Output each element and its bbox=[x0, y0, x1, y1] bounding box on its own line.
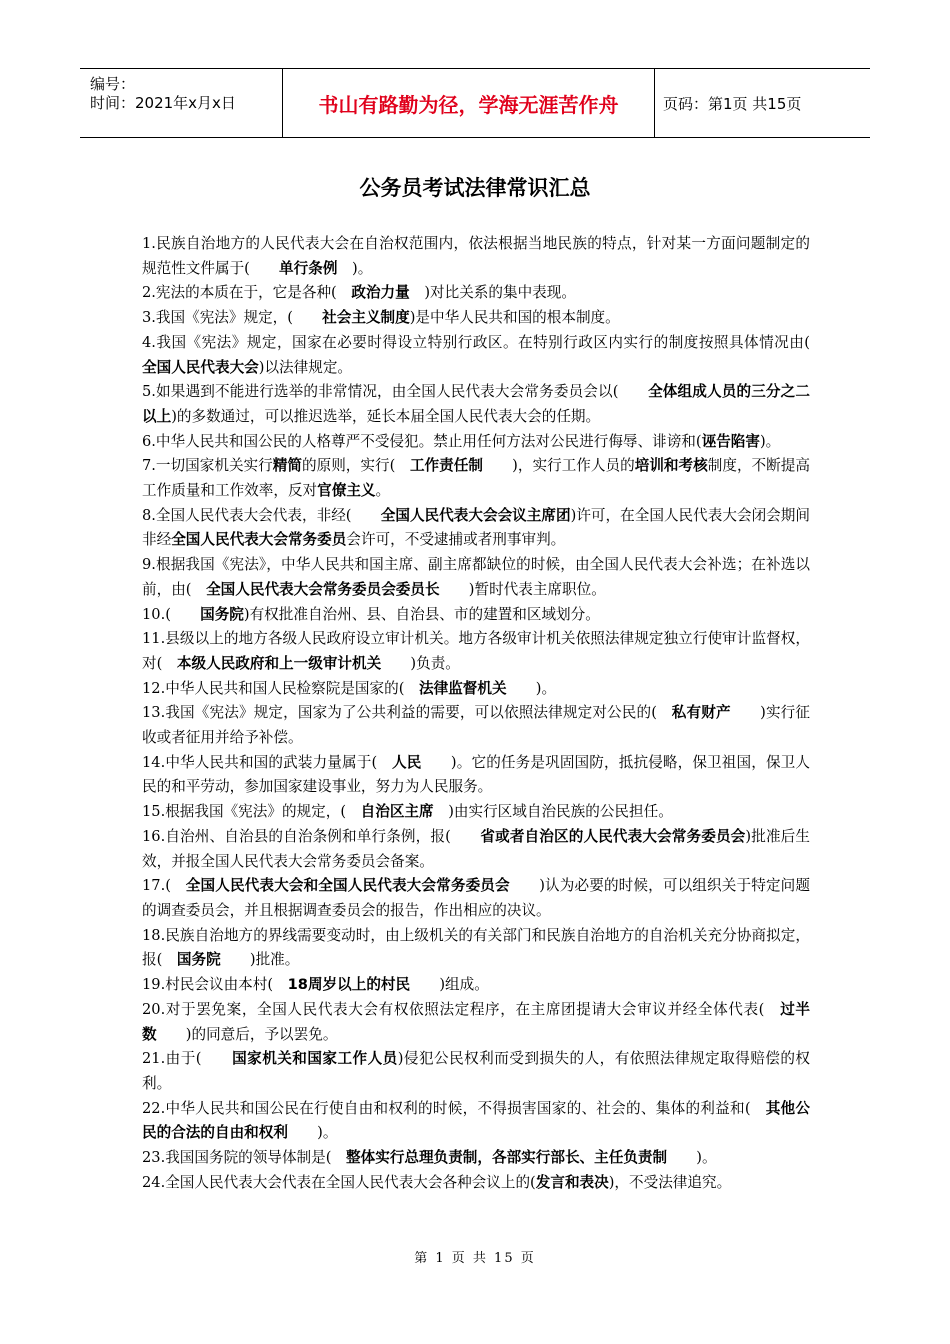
question-text: 8.全国人民代表大会代表，非经( bbox=[142, 506, 381, 524]
question-text: 5.如果遇到不能进行选举的非常情况，由全国人民代表大会常务委员会以( bbox=[142, 383, 649, 401]
header-info-cell bbox=[80, 69, 283, 137]
question-item bbox=[142, 924, 810, 973]
answer-text: 过半数 bbox=[142, 1000, 810, 1043]
question-text: )由实行区域自治民族的公民担任。 bbox=[433, 803, 673, 821]
question-text: )实行征收或者征用并给予补偿。 bbox=[142, 704, 810, 747]
question-item bbox=[142, 874, 810, 923]
question-text: )组成。 bbox=[410, 976, 489, 994]
question-text: )。 bbox=[337, 259, 373, 277]
question-item bbox=[142, 454, 810, 503]
answer-text: 官僚主义 bbox=[317, 482, 376, 500]
answer-text: 18周岁以上的村民 bbox=[287, 976, 411, 994]
question-text: )负责。 bbox=[381, 654, 460, 672]
question-text: )批准。 bbox=[220, 951, 300, 969]
question-text: 16.自治州、自治县的自治条例和单行条例，报( bbox=[142, 827, 481, 845]
number-label: 编号： bbox=[90, 75, 136, 93]
answer-text: 全国人民代表大会和全国人民代表大会常务委员会 bbox=[185, 877, 510, 895]
page-footer: 第 1 页 共 15 页 bbox=[414, 1251, 536, 1266]
answer-text: 精简 bbox=[272, 457, 302, 475]
question-text: 17.( bbox=[142, 877, 186, 895]
question-text: )暂时代表主席职位。 bbox=[439, 580, 606, 598]
answer-text: 发言和表决 bbox=[535, 1173, 609, 1191]
answer-text: 全国人民代表大会常务委员 bbox=[171, 531, 347, 549]
answer-text: 国务院 bbox=[176, 951, 221, 969]
question-text: 1.民族自治地方的人民代表大会在自治权范围内，依法根据当地民族的特点，针对某一方面问题制定的规范性文件属于( bbox=[142, 235, 810, 277]
question-text: 10.( bbox=[142, 605, 201, 623]
question-item bbox=[142, 751, 810, 800]
question-item bbox=[142, 825, 810, 874]
question-item bbox=[142, 306, 810, 331]
question-item bbox=[142, 973, 810, 998]
answer-text: 国家机关和国家工作人员 bbox=[232, 1050, 398, 1068]
answer-text: 单行条例 bbox=[279, 259, 338, 277]
question-text: 20.对于罢免案，全国人民代表大会有权依照法定程序，在主席团提请大会审议并经全体代表( bbox=[142, 1000, 781, 1018]
answer-text: 政治力量 bbox=[351, 284, 410, 302]
answer-text: 工作责任制 bbox=[409, 457, 483, 475]
question-item bbox=[142, 627, 810, 676]
question-text: )对比关系的集中表现。 bbox=[409, 284, 576, 302]
answer-text: 培训和考核 bbox=[634, 457, 708, 475]
question-text: 13.我国《宪法》规定，国家为了公共利益的需要，可以依照法律规定对公民的( bbox=[142, 704, 672, 722]
question-text: )。它的任务是巩固国防，抵抗侵略，保卫祖国，保卫人民的和平劳动，参加国家建设事业，努力为人民服务。 bbox=[142, 753, 810, 796]
question-text: 9.根据我国《宪法》，中华人民共和国主席、副主席都缺位的时候，由全国人民代表大会补选；在补选以前，由( bbox=[142, 556, 810, 598]
question-text: 制度，不断提高工作质量和工作效率，反对 bbox=[142, 457, 810, 500]
question-text: )有权批准自治州、县、自治县、市的建置和区域划分。 bbox=[243, 605, 600, 623]
question-item bbox=[142, 380, 810, 429]
question-text: )以法律规定。 bbox=[258, 358, 353, 376]
question-text: )的同意后，予以罢免。 bbox=[156, 1025, 338, 1043]
question-text: 14.中华人民共和国的武装力量属于( bbox=[142, 753, 393, 771]
question-text: 会许可，不受逮捕或者刑事审判。 bbox=[346, 531, 566, 549]
question-text: 19.村民会议由本村( bbox=[142, 976, 288, 994]
question-text: 23.我国国务院的领导体制是( bbox=[142, 1149, 347, 1167]
question-item bbox=[142, 1047, 810, 1096]
question-text: )，实行工作人员的 bbox=[482, 457, 635, 475]
question-text: 18.民族自治地方的界线需要变动时，由上级机关的有关部门和民族自治地方的自治机关充分协商拟定，报( bbox=[142, 926, 810, 969]
answer-text: 国务院 bbox=[200, 605, 244, 623]
question-text: 4.我国《宪法》规定，国家在必要时得设立特别行政区。在特别行政区内实行的制度按照具体情况由( bbox=[142, 333, 840, 351]
answer-text: 全国人民代表大会常务委员会委员长 bbox=[206, 580, 440, 598]
question-item bbox=[142, 331, 840, 380]
question-text: 15.根据我国《宪法》的规定，( bbox=[142, 803, 361, 821]
question-text: 6.中华人民共和国公民的人格尊严不受侵犯。禁止用任何方法对公民进行侮辱、诽谤和( bbox=[142, 432, 702, 450]
question-text: 。 bbox=[375, 482, 391, 500]
question-text: )侵犯公民权利而受到损失的人，有依照法律规定取得赔偿的权利。 bbox=[142, 1050, 811, 1092]
answer-text: 整体实行总理负责制，各部实行部长、主任负责制 bbox=[346, 1149, 668, 1167]
question-item bbox=[142, 553, 810, 602]
answer-text: 人民 bbox=[392, 753, 422, 771]
question-text: 12.中华人民共和国人民检察院是国家的( bbox=[142, 679, 419, 697]
question-text: )。 bbox=[287, 1124, 338, 1142]
question-item bbox=[142, 232, 810, 281]
question-text: )是中华人民共和国的根本制度。 bbox=[409, 309, 620, 327]
motto: 书山有路勤为径，学海无涯苦作舟 bbox=[283, 69, 655, 137]
answer-text: 全国人民代表大会 bbox=[142, 358, 259, 376]
question-text: 22.中华人民共和国公民在行使自由和权利的时候，不得损害国家的、社会的、集体的利益和( bbox=[142, 1099, 766, 1117]
question-item bbox=[142, 800, 810, 825]
answer-text: 私有财产 bbox=[671, 704, 731, 722]
answer-text: 全体组成人员的三分之二以上 bbox=[142, 383, 810, 425]
answer-text: 诬告陷害 bbox=[701, 432, 760, 450]
question-text: 11.县级以上的地方各级人民政府设立审计机关。地方各级审计机关依照法律规定独立行使审计监督权，对( bbox=[142, 630, 810, 672]
page-info: 页码：第1页 共15页 bbox=[663, 94, 802, 113]
page-title: 公务员考试法律常识汇总 bbox=[359, 176, 591, 200]
question-text: 3.我国《宪法》规定，( bbox=[142, 309, 323, 327]
question-item bbox=[142, 1146, 810, 1171]
question-item bbox=[142, 677, 810, 702]
question-text: 7.一切国家机关实行 bbox=[142, 457, 273, 475]
question-text: 21.由于( bbox=[142, 1050, 233, 1068]
question-text: 的原则，实行( bbox=[302, 457, 410, 475]
answer-text: 本级人民政府和上一级审计机关 bbox=[176, 654, 382, 672]
question-text: )。 bbox=[667, 1149, 717, 1167]
header-table bbox=[80, 68, 870, 138]
question-text: )的多数通过，可以推迟选举，延长本届全国人民代表大会的任期。 bbox=[171, 407, 601, 425]
question-text: )认为必要的时候，可以组织关于特定问题的调查委员会，并且根据调查委员会的报告，作出相应的决议。 bbox=[142, 877, 810, 919]
question-item bbox=[142, 504, 810, 553]
answer-text: 省或者自治区的人民代表大会常务委员会 bbox=[480, 827, 746, 845]
question-item bbox=[142, 281, 810, 306]
answer-text: 法律监督机关 bbox=[419, 679, 507, 697]
question-text: )。 bbox=[506, 679, 557, 697]
question-text: )，不受法律追究。 bbox=[608, 1173, 732, 1191]
answer-text: 其他公民的合法的自由和权利 bbox=[142, 1099, 810, 1142]
question-text: )批准后生效，并报全国人民代表大会常务委员会备案。 bbox=[142, 827, 810, 870]
question-item bbox=[142, 701, 810, 750]
answer-text: 全国人民代表大会会议主席团 bbox=[380, 506, 571, 524]
question-text: 24.全国人民代表大会代表在全国人民代表大会各种会议上的( bbox=[142, 1173, 536, 1191]
time-label: 时间：2021年x月x日 bbox=[90, 94, 236, 112]
answer-text: 自治区主席 bbox=[360, 803, 434, 821]
question-text: 2.宪法的本质在于，它是各种( bbox=[142, 284, 352, 302]
question-item bbox=[142, 998, 810, 1047]
question-item bbox=[142, 1171, 810, 1196]
question-text: )许可，在全国人民代表大会闭会期间非经 bbox=[142, 506, 810, 549]
answer-text: 社会主义制度 bbox=[322, 309, 410, 327]
question-item bbox=[142, 603, 810, 628]
question-item bbox=[142, 430, 810, 455]
question-text: )。 bbox=[759, 432, 781, 450]
question-list bbox=[142, 232, 840, 1195]
question-item bbox=[142, 1097, 810, 1146]
